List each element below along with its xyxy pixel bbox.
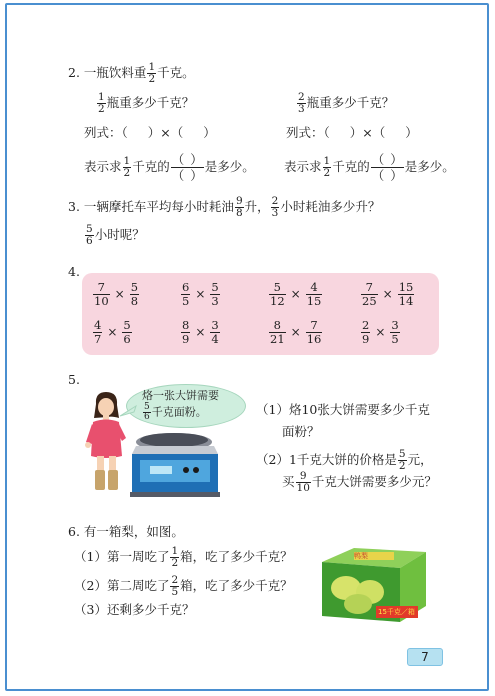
q6-item-2: （2）第二周吃了 $\frac{2}{5}$ 箱，吃了多少千克？ — [74, 574, 293, 598]
times-sign: × — [114, 287, 125, 301]
times-sign: × — [290, 287, 301, 301]
pancake-machine-illustration — [126, 430, 226, 500]
product-3 — [268, 281, 323, 307]
q4-number: 4. — [68, 264, 80, 279]
fraction: $\frac{5}{3}$ — [211, 280, 219, 308]
q3-line2: $\frac{5}{6}$ 小时呢？ — [86, 223, 145, 247]
fraction: $\frac{8}{9}$ — [182, 318, 190, 346]
product-7 — [268, 319, 323, 345]
fraction: $\frac{2}{9}$ — [362, 318, 370, 346]
fraction: $\frac{4}{15}$ — [306, 280, 322, 308]
q5-part1-cont: 面粉？ — [282, 424, 320, 439]
q2-right-formula: 列式：（ ）×（ ） — [286, 125, 418, 140]
q2-right-meaning: 表示求 $\frac{1}{2}$ 千克的 $\frac{( )}{( )}$ 是多少。 — [284, 152, 455, 183]
product-5 — [92, 319, 133, 345]
fraction: $\frac{7}{16}$ — [306, 318, 322, 346]
product-2 — [180, 281, 221, 307]
bubble-text: 烙一张大饼需要 $\frac{5}{6}$ 千克面粉。 — [142, 389, 219, 422]
fraction: $\frac{3}{5}$ — [391, 318, 399, 346]
times-sign: × — [107, 325, 118, 339]
product-1 — [92, 281, 140, 307]
fraction: $\frac{5}{8}$ — [130, 280, 139, 308]
fraction: $\frac{3}{4}$ — [211, 318, 219, 346]
times-sign: × — [195, 287, 206, 301]
product-4 — [360, 281, 415, 307]
fraction: $\frac{5}{6}$ — [123, 318, 131, 346]
fraction: $\frac{8}{21}$ — [270, 318, 285, 346]
fraction: $\frac{5}{12}$ — [270, 280, 285, 308]
woman-illustration — [82, 390, 132, 496]
fraction: $\frac{6}{5}$ — [182, 280, 190, 308]
q2-stem: 2. 一瓶饮料重 $\frac{1}{2}$ 千克。 — [68, 61, 195, 85]
q3-line1: 3. 一辆摩托车平均每小时耗油 $\frac{9}{8}$ 升， $\frac{2}{3}$ 小时耗油多少升？ — [68, 195, 381, 219]
box-top-label: 鸭梨 — [354, 552, 368, 560]
q6-item-3: （3）还剩多少千克？ — [74, 602, 195, 617]
q5-part2: （2）1千克大饼的价格是 $\frac{5}{2}$ 元， — [256, 448, 433, 472]
box-weight-label: 15千克／箱 — [378, 608, 415, 616]
q6-item-1: （1）第一周吃了 $\frac{1}{2}$ 箱，吃了多少千克？ — [74, 545, 293, 569]
times-sign: × — [290, 325, 301, 339]
fraction: $\frac{4}{7}$ — [94, 318, 102, 346]
q6-stem: 6. 有一箱梨，如图。 — [68, 524, 184, 539]
times-sign: × — [195, 325, 206, 339]
q2-right-question: $\frac{2}{3}$ 瓶重多少千克？ — [298, 91, 395, 115]
q5-part1: （1）烙10张大饼需要多少千克 — [256, 402, 430, 417]
product-8 — [360, 319, 401, 345]
q2-left-meaning: 表示求 $\frac{1}{2}$ 千克的 $\frac{( )}{( )}$ 是多少。 — [84, 152, 255, 183]
fraction: $\frac{15}{14}$ — [398, 280, 414, 308]
product-6 — [180, 319, 221, 345]
q2-left-question: $\frac{1}{2}$ 瓶重多少千克？ — [98, 91, 195, 115]
page-number: 7 — [407, 648, 443, 666]
fraction: $\frac{7}{25}$ — [362, 280, 377, 308]
q5-number: 5. — [68, 372, 80, 387]
times-sign: × — [382, 287, 393, 301]
q5-part2-cont: 买 $\frac{9}{10}$ 千克大饼需要多少元？ — [282, 470, 437, 494]
q2-left-formula: 列式：（ ）×（ ） — [84, 125, 216, 140]
fraction: $\frac{7}{10}$ — [94, 280, 109, 308]
times-sign: × — [375, 325, 386, 339]
